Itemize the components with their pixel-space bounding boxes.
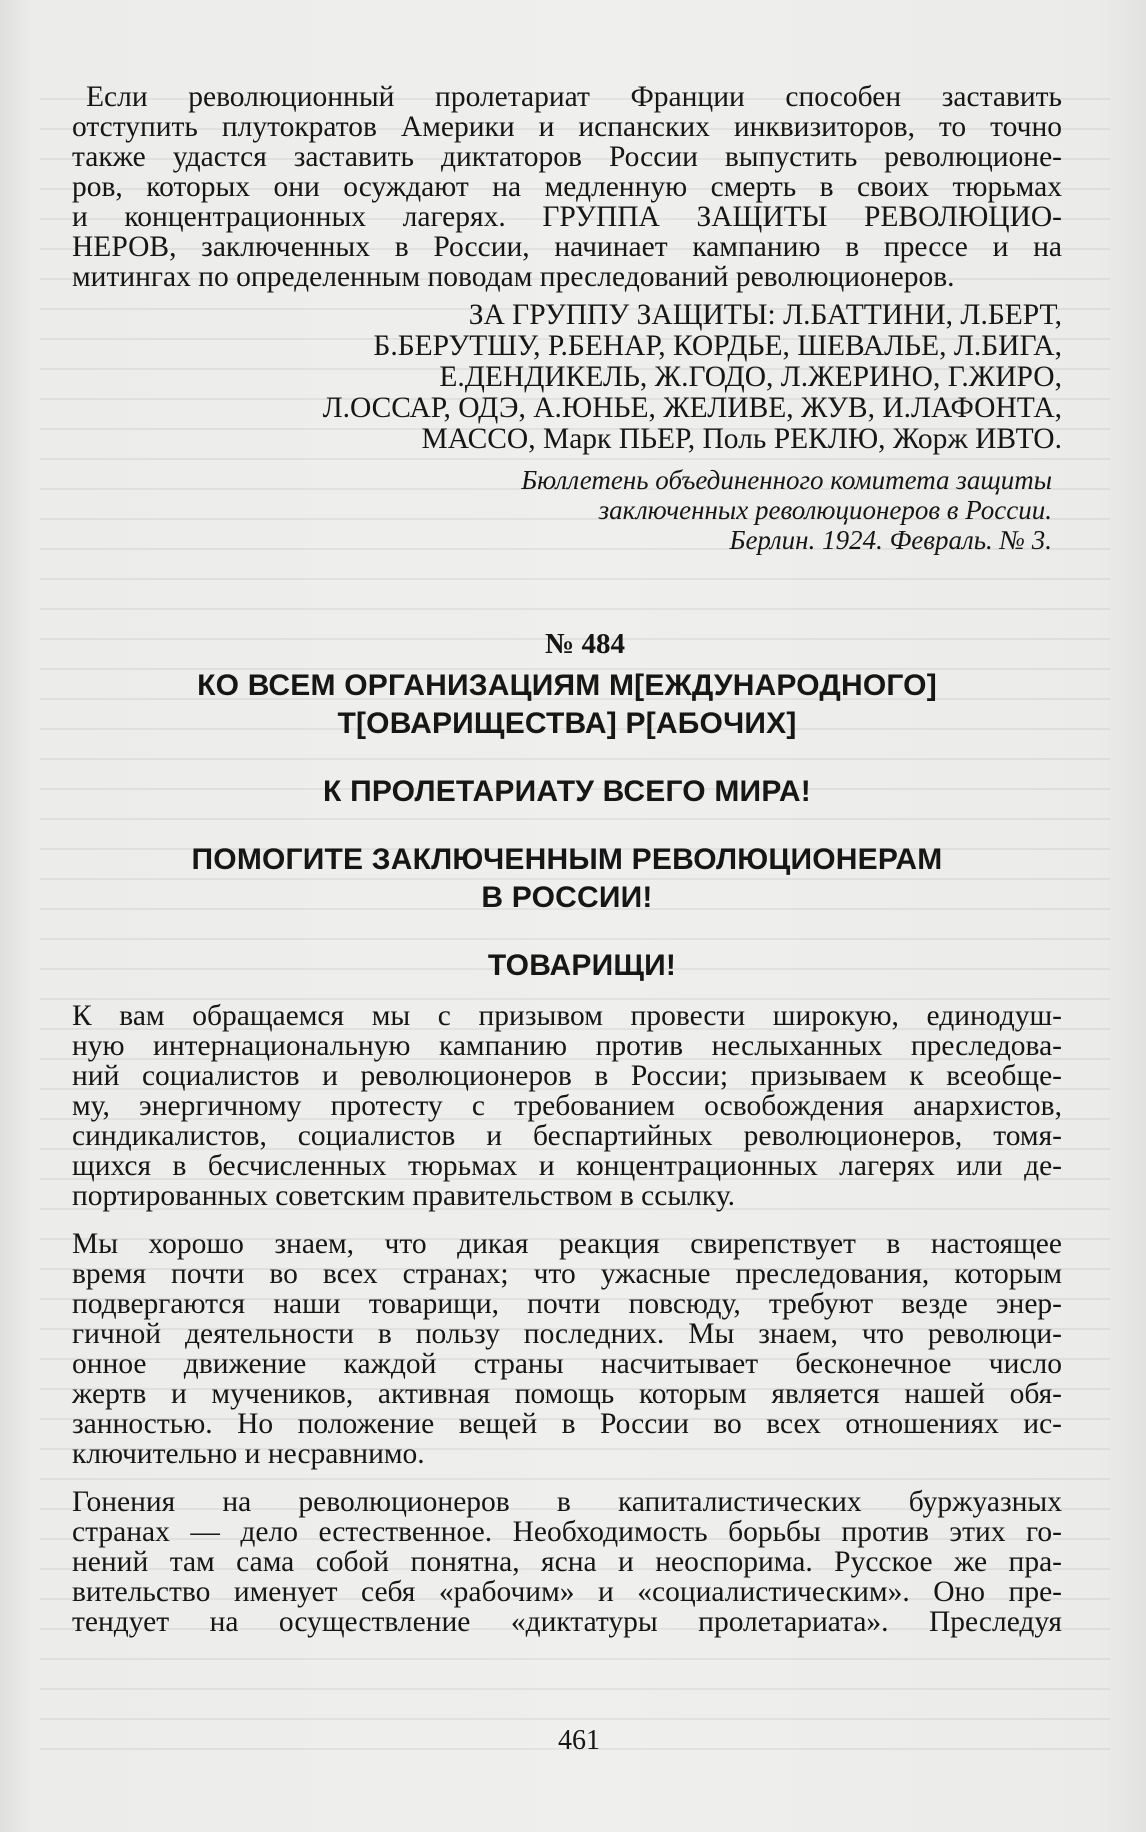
- text-line: портированных советским правительством в ссылку.: [72, 1180, 736, 1212]
- text-line: ров, которых они осуждают на медленную смерть в своих тюрьмах: [72, 171, 1062, 203]
- source-line: Берлин. 1924. Февраль. № 3.: [729, 525, 1052, 555]
- text-line: гичной деятельности в пользу последних. Мы знаем, что революци-: [72, 1318, 1062, 1350]
- signatures-block: [72, 300, 1062, 455]
- text-line: К вам обращаемся мы с призывом провести широкую, единодуш-: [72, 1000, 1062, 1032]
- document-title: [72, 667, 1062, 743]
- source-line: Бюллетень объединенного комитета защиты: [521, 465, 1052, 495]
- signature-line: ЗА ГРУППУ ЗАЩИТЫ: Л.БАТТИНИ, Л.БЕРТ,: [468, 299, 1062, 331]
- text-line: подвергаются наши товарищи, почти повсюду, требуют везде энер-: [72, 1288, 1062, 1320]
- text-line: отступить плутократов Америки и испанских инквизиторов, то точно: [72, 111, 1062, 143]
- text-line: НЕРОВ, заключенных в России, начинает кампанию в прессе и на: [72, 231, 1062, 263]
- text-line: митингах по определенным поводам преследований революционеров.: [72, 261, 955, 293]
- page-text: [72, 82, 1062, 1637]
- text-line: странах — дело естественное. Необходимость борьбы против этих го-: [72, 1516, 1062, 1548]
- signature-line: Б.БЕРУТШУ, Р.БЕНАР, КОРДЬЕ, ШЕВАЛЬЕ, Л.БИГА,: [373, 330, 1062, 362]
- appeal-heading: К ПРОЛЕТАРИАТУ ВСЕГО МИРА!: [323, 775, 811, 808]
- title-line: Т[ОВАРИЩЕСТВА] Р[АБОЧИХ]: [337, 707, 797, 740]
- document-number: № 484: [545, 628, 625, 660]
- text-line: онное движение каждой страны насчитывает бесконечное число: [72, 1348, 1062, 1380]
- source-line: заключенных революционеров в России.: [598, 495, 1052, 525]
- signature-line: Е.ДЕНДИКЕЛЬ, Ж.ГОДО, Л.ЖЕРИНО, Г.ЖИРО,: [439, 361, 1062, 393]
- body-paragraph: [72, 1001, 1062, 1211]
- text-line: нений там сама собой понятна, ясна и неоспорима. Русское же пра-: [72, 1546, 1062, 1578]
- body-paragraph: [72, 1487, 1062, 1637]
- text-line: синдикалистов, социалистов и беспартийных революционеров, томя-: [72, 1120, 1062, 1152]
- text-line: Гонения на революционеров в капиталистических буржуазных: [72, 1486, 1062, 1518]
- text-line: жертв и мучеников, активная помощь которым является нашей обя-: [72, 1378, 1062, 1410]
- source-citation: [72, 465, 1062, 555]
- text-line: занностью. Но положение вещей в России во всех отношениях ис-: [72, 1408, 1062, 1440]
- title-line: КО ВСЕМ ОРГАНИЗАЦИЯМ М[ЕЖДУНАРОДНОГО]: [197, 669, 937, 702]
- text-line: ний социалистов и революционеров в России; призываем к всеобще-: [72, 1060, 1062, 1092]
- text-line: тендует на осуществление «диктатуры пролетариата». Преследуя: [72, 1606, 1062, 1638]
- intro-paragraph: [72, 82, 1062, 292]
- signature-line: Л.ОССАР, ОДЭ, А.ЮНЬЕ, ЖЕЛИВЕ, ЖУВ, И.ЛАФОНТА,: [322, 392, 1062, 424]
- help-heading-line: ПОМОГИТЕ ЗАКЛЮЧЕННЫМ РЕВОЛЮЦИОНЕРАМ: [191, 843, 943, 876]
- text-line: ную интернациональную кампанию против неслыханных преследова-: [72, 1030, 1062, 1062]
- text-line: щихся в бесчисленных тюрьмах и концентрационных лагерях или де-: [72, 1150, 1062, 1182]
- help-heading-line: В РОССИИ!: [481, 881, 653, 914]
- signature-line: МАССО, Марк ПЬЕР, Поль РЕКЛЮ, Жорж ИВТО.: [421, 423, 1062, 455]
- text-line: ключительно и несравнимо.: [72, 1438, 425, 1470]
- text-line: время почти во всех странах; что ужасные преследования, которым: [72, 1258, 1062, 1290]
- text-line: му, энергичному протесту с требованием освобождения анархистов,: [72, 1090, 1062, 1122]
- document-heading: [72, 627, 1062, 985]
- text-line: вительство именует себя «рабочим» и «социалистическим». Оно пре-: [72, 1576, 1062, 1608]
- greeting-heading: ТОВАРИЩИ!: [487, 949, 677, 982]
- page-number: 461: [558, 1725, 600, 1756]
- text-line: также удастся заставить диктаторов России выпустить революционе-: [72, 141, 1062, 173]
- help-heading: [72, 841, 1062, 917]
- text-line: Если революционный пролетариат Франции способен заставить: [86, 81, 1062, 113]
- text-line: Мы хорошо знаем, что дикая реакция свирепствует в настоящее: [72, 1228, 1062, 1260]
- body-paragraph: [72, 1229, 1062, 1469]
- text-line: и концентрационных лагерях. ГРУППА ЗАЩИТЫ РЕВОЛЮЦИО-: [72, 201, 1062, 233]
